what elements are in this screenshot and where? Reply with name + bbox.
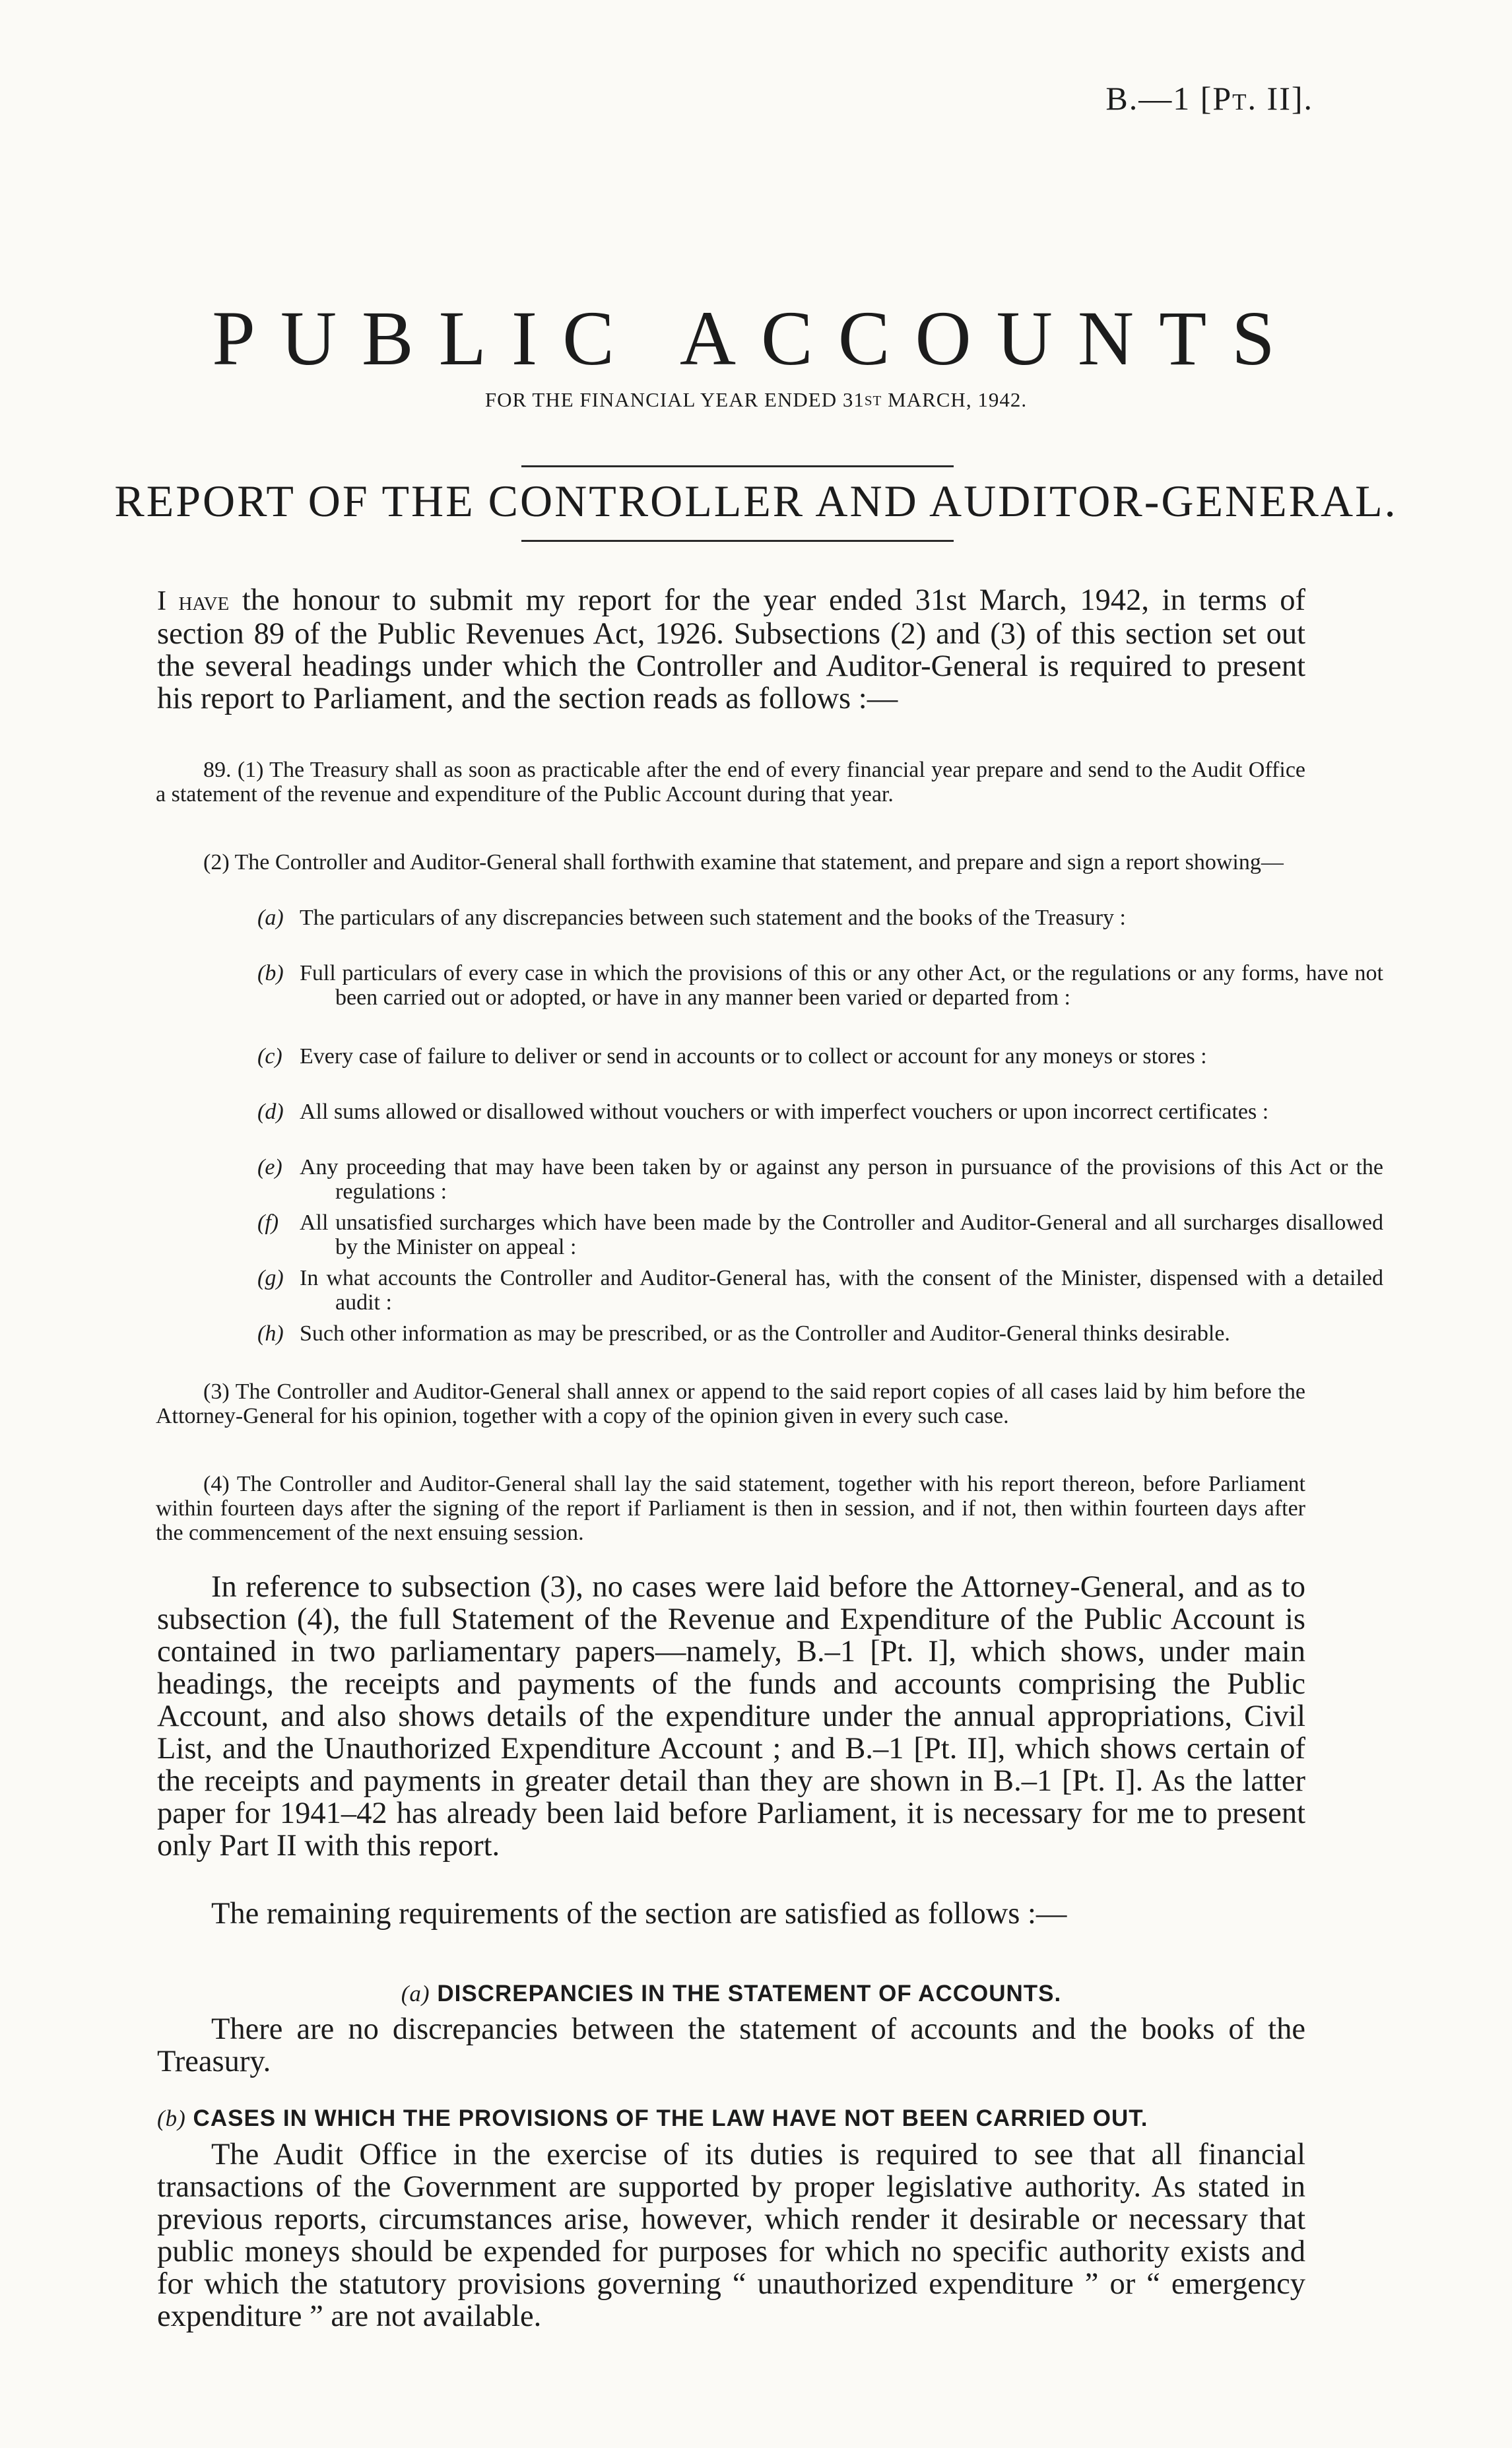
- section-b-text: The Audit Office in the exercise of its duties is required to see that all financial transactions of the Government are supported by proper legislative authority. As stated in previous reports, circumstances arise, however, which render it desirable or necessary that public moneys should be expended for purposes for which no specific authority exists and for which the statutory provisions governing “ unauthorized expenditure ” or “ emergency expenditure ” are not available.: [157, 2138, 1305, 2333]
- quote-subsection-2: (2) The Controller and Auditor-General shall forthwith examine that statement, and prepare and sign a report showing—: [203, 850, 1284, 875]
- quote-subsection-3: (3) The Controller and Auditor-General shall annex or append to the said report copies of all cases laid by him before the Attorney-General for his opinion, together with a copy of the opinion given in every such case.: [156, 1379, 1305, 1428]
- remaining-requirements-paragraph: The remaining requirements of the section are satisfied as follows :—: [211, 1897, 1067, 1931]
- bottom-rule: [521, 540, 954, 542]
- section-b-heading: (b) CASES IN WHICH THE PROVISIONS OF THE LAW HAVE NOT BEEN CARRIED OUT.: [157, 2105, 1148, 2131]
- quote-item-f: (f) All unsatisfied surcharges which have been made by the Controller and Auditor-General and all surcharges disallowed by the Minister on appeal :: [257, 1210, 1383, 1259]
- document-subtitle: FOR THE FINANCIAL YEAR ENDED 31ST MARCH, 1942.: [484, 388, 1028, 411]
- quote-item-h: (h) Such other information as may be prescribed, or as the Controller and Auditor-General thinks desirable.: [257, 1321, 1230, 1346]
- paper-number: B.—1: [1105, 80, 1191, 117]
- top-rule: [521, 465, 954, 467]
- page-reference: [1089, 79, 1313, 117]
- quote-subsection-1: 89. (1) The Treasury shall as soon as practicable after the end of every financial year prepare and send to the Audit Office a statement of the revenue and expenditure of the Public Account during that year.: [156, 758, 1305, 807]
- quote-subsection-4: (4) The Controller and Auditor-General shall lay the said statement, together with his report thereon, before Parliament within fourteen days after the signing of the report if Parliament is then in session, and if not, then within fourteen days after the commencement of the next ensuing session.: [156, 1472, 1305, 1545]
- quote-item-c: (c) Every case of failure to deliver or send in accounts or to collect or account for any moneys or stores :: [257, 1044, 1207, 1069]
- document-title: PUBLIC ACCOUNTS: [212, 295, 1300, 381]
- quote-item-g: (g) In what accounts the Controller and Auditor-General has, with the consent of the Minister, dispensed with a detailed audit :: [257, 1266, 1383, 1315]
- intro-paragraph: I have the honour to submit my report for the year ended 31st March, 1942, in terms of section 89 of the Public Revenues Act, 1926. Subsections (2) and (3) of this section set out the several headings under which the Controller and Auditor-General is required to present his report to Parliament, and the section reads as follows :—: [157, 583, 1305, 715]
- section-a-heading: (a) DISCREPANCIES IN THE STATEMENT OF ACCOUNTS.: [401, 1981, 1062, 2006]
- quote-item-a: (a) The particulars of any discrepancies between such statement and the books of the Treasury :: [257, 906, 1126, 930]
- report-heading: REPORT OF THE CONTROLLER AND AUDITOR-GENERAL.: [114, 476, 1398, 526]
- quote-item-e: (e) Any proceeding that may have been taken by or against any person in pursuance of the provisions of this Act or the regulations :: [257, 1155, 1383, 1204]
- section-a-text: There are no discrepancies between the statement of accounts and the books of the Treasury.: [157, 2012, 1305, 2078]
- quote-item-d: (d) All sums allowed or disallowed without vouchers or with imperfect vouchers or upon incorrect certificates :: [257, 1100, 1269, 1124]
- paper-part: [Pt. II].: [1200, 80, 1313, 117]
- intro-lead: I have: [157, 586, 230, 616]
- quote-item-b: (b) Full particulars of every case in which the provisions of this or any other Act, or the regulations or any forms, have not been carried out or adopted, or have in any manner been varied or departed from :: [257, 961, 1383, 1010]
- reference-paragraph: In reference to subsection (3), no cases were laid before the Attorney-General, and as to subsection (4), the full Statement of the Revenue and Expenditure of the Public Account is contained in two parliamentary papers—namely, B.–1 [Pt. I], which shows, under main headings, the receipts and payments of the funds and accounts comprising the Public Account, and also shows details of the expenditure under the annual appropriations, Civil List, and the Unauthorized Expenditure Account ; and B.–1 [Pt. II], which shows certain of the receipts and payments in greater detail than they are shown in B.–1 [Pt. I]. As the latter paper for 1941–42 has already been laid before Parliament, it is necessary for me to present only Part II with this report.: [157, 1570, 1305, 1863]
